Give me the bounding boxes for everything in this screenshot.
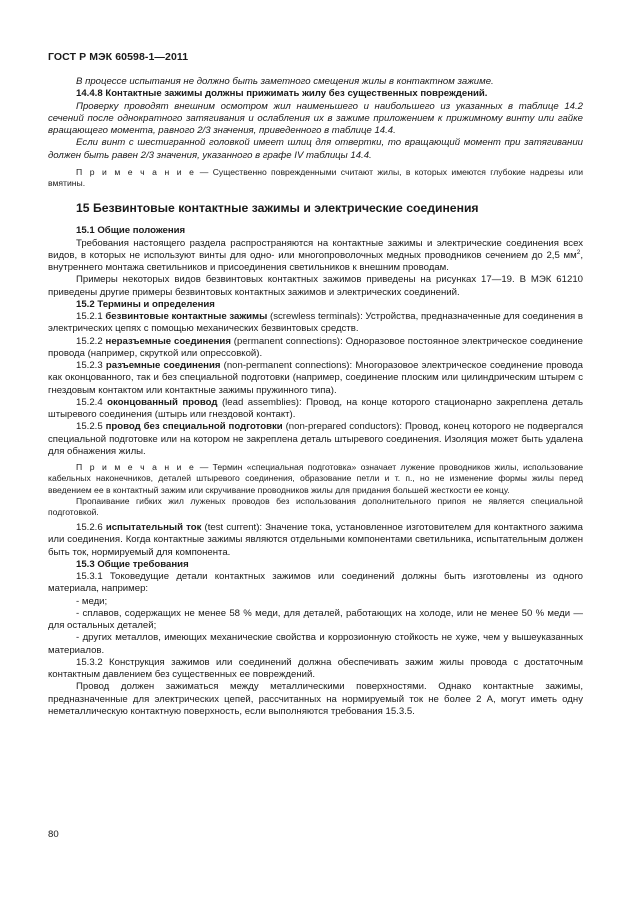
definition: 15.2.2 неразъемные соединения (permanent connections): Одноразовое постоянное электрическое соединение провода (например, скруткой или опрессовкой). (48, 335, 583, 359)
list-item: - меди; (76, 595, 108, 607)
clause-heading: 14.4.8 Контактные зажимы должны прижимать жилу без существенных повреждений. (76, 88, 488, 100)
defined-term: оконцованный провод (107, 396, 218, 408)
superscript: 2 (576, 248, 581, 256)
paragraph: Если винт с шестигранной головкой имеет шлиц для отвертки, то вращающий момент при затягивании должен быть равен 2/3 значения, указанного в графе IV таблицы 14.4. (48, 137, 583, 161)
paragraph: Проверку проводят внешним осмотром жил наименьшего и наибольшего из указанных в таблице 14.2 сечений после однократного затягивания и ослабления их в зажиме приложением к прижимному винту или гайке вращающего момента, равного 2/3 значения, приведенного в таблице 14.4. (48, 100, 583, 136)
defined-term: безвинтовые контактные зажимы (105, 311, 268, 323)
defined-term: провод без специальной подготовки (105, 421, 283, 433)
note-continuation: Пропаивание гибких жил луженых проводов без использования дополнительного припоя не является специальной подготовкой. (48, 495, 583, 517)
subsection-title: 15.1 Общие положения (76, 225, 186, 237)
subsection-title: 15.3 Общие требования (76, 558, 189, 570)
paragraph: 15.3.1 Токоведущие детали контактных зажимов или соединений должны быть изготовлены из одного материала, например: (48, 571, 583, 595)
definition: 15.2.1 безвинтовые контактные зажимы (screwless terminals): Устройства, предназначенные для соединения в электрических цепях с помощью механических безвинтовых средств. (48, 311, 584, 335)
page-number: 80 (48, 829, 59, 840)
paragraph: 15.3.2 Конструкция зажимов или соединений должна обеспечивать зажим жилы провода с достаточным контактным давлением без существенных ее повреждений. (48, 656, 583, 681)
paragraph: В процессе испытания не должно быть заметного смещения жилы в контактном зажиме. (76, 76, 494, 87)
defined-term: испытательный ток (105, 522, 202, 534)
definition: 15.2.6 испытательный ток (test current): Значение тока, установленное изготовителем для контактного зажима или соединения. Когда контактные зажимы являются отдельными компонентами светильника, испытательным должен быть ток, нормируемый для компонента. (48, 522, 583, 558)
note-text: — Термин «специальная подготовка» означает лужение проводников жилы, использование кабельных наконечников, деталей штыревого соединения, образование петли и т. п., но не изменение формы жилы перед введением ее в контактный зажим или скручивание проводников жилы для придания большей жесткости ее концу. (48, 462, 583, 495)
page-body (48, 76, 583, 718)
document-code-header: ГОСТ Р МЭК 60598-1—2011 (48, 51, 189, 63)
list-item: - других металлов, имеющих механические свойства и коррозионную стойкость не хуже, чем у вышеуказанных материалов. (48, 632, 583, 656)
paragraph: Требования настоящего раздела распространяются на контактные зажимы и электрические соединения всех видов, в которых не используют винты для одно- или многопроволочных медных проводников сечением до 2,5 $мм^2$, внутреннего монтажа светильников и присоединения светильников к внешним проводам. (48, 237, 583, 274)
subsection-title: 15.2 Термины и определения (76, 298, 215, 310)
defined-term: неразъемные соединения (105, 335, 231, 347)
list-item: - сплавов, содержащих не менее 58 % меди, для деталей, работающих на холоде, или не менее 50 % меди — для остальных деталей; (48, 607, 583, 632)
note (48, 167, 583, 189)
paragraph: Провод должен зажиматься между металлическими поверхностями. Однако контактные зажимы, предназначенные для электрических цепей, рассчитанных на нормируемый ток не более 2 А, могут иметь одну неметаллическую контактную поверхность, если выполняются требования 15.3.5. (48, 681, 583, 717)
note-label: П р и м е ч а н и е (76, 462, 196, 473)
paragraph: Примеры некоторых видов безвинтовых контактных зажимов приведены на рисунках 17—19. В МЭК 61210 приведены другие примеры безвинтовых контактных зажимов и электрических соединений. (48, 274, 583, 298)
definition: 15.2.3 разъемные соединения (non-permanent connections): Многоразовое электрическое соединение провода как оконцованного, так и без специальной подготовки (например, соединение плоским или цилиндрическим штырем с гнездовым контактом или контактные зажимы пружинного типа). (48, 360, 583, 396)
note (48, 462, 583, 496)
definition: 15.2.4 оконцованный провод (lead assemblies): Провод, на конце которого стационарно закреплена деталь штыревого соединения (штырь или гнездовой контакт). (48, 396, 583, 421)
defined-term: разъемные соединения (105, 360, 221, 372)
definition: 15.2.5 провод без специальной подготовки (non-prepared conductors): Провод, конец которого не подвергался специальной подготовке или на котором не закреплена деталь штыревого соединения. Изоляция может быть удалена для обнажения жилы. (48, 421, 584, 457)
section-title: 15 Безвинтовые контактные зажимы и электрические соединения (76, 201, 479, 216)
note-label: П р и м е ч а н и е (76, 166, 196, 177)
note-text: — Существенно поврежденными считают жилы, в которых имеются глубокие надрезы или вмятины. (48, 166, 583, 188)
